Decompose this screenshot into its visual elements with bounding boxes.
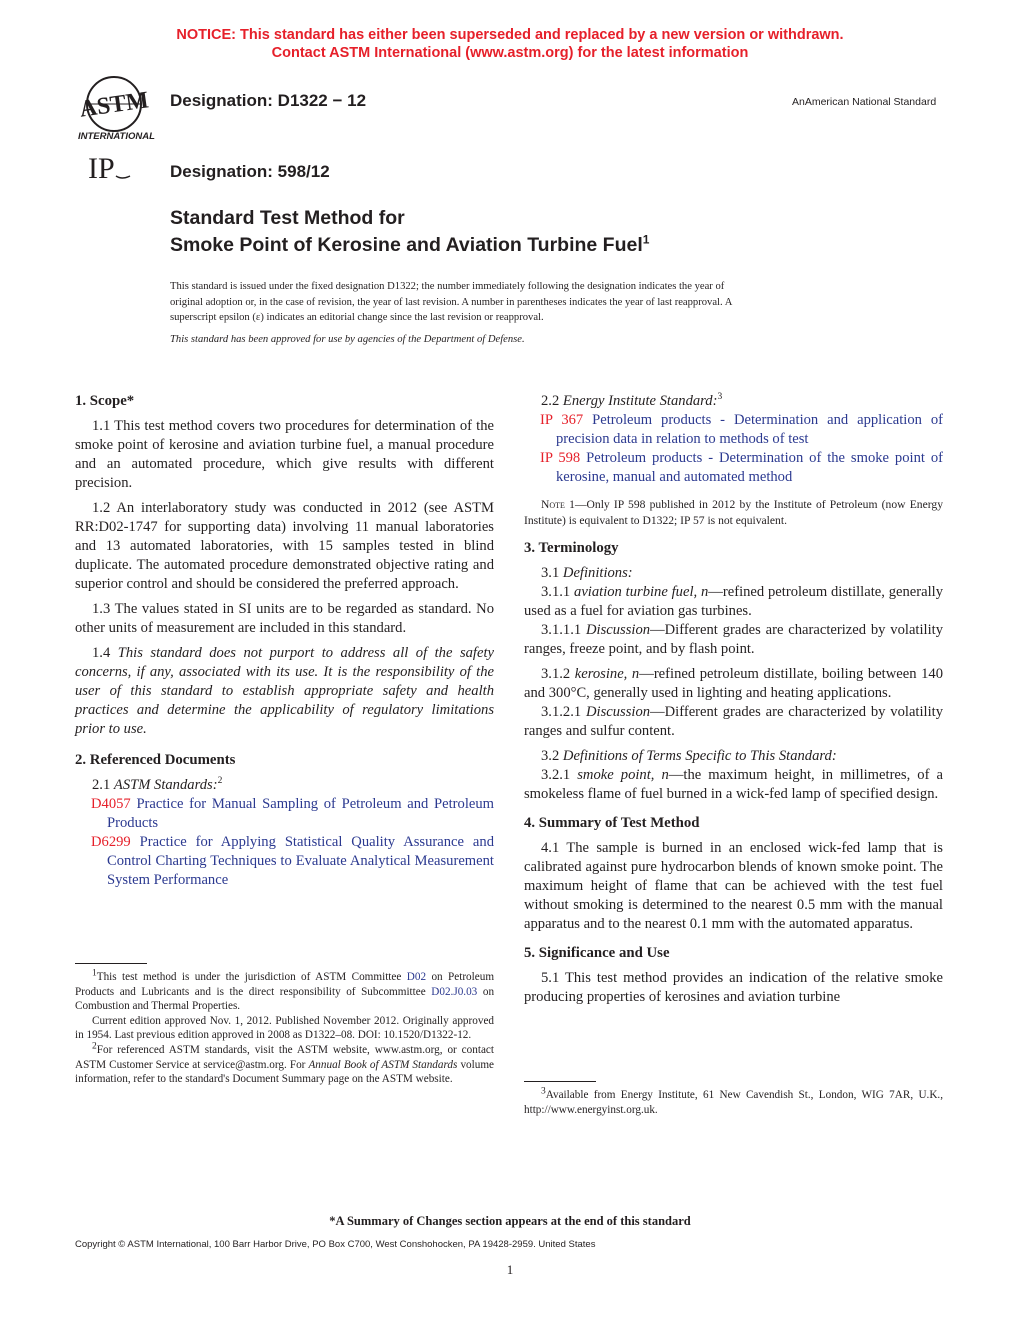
issuance-line-2: original adoption or, in the case of revision, the year of last revision. A number in parentheses indicates the year of last reapproval. A (170, 296, 733, 308)
para-3-1-1-text: —refined petroleum distillate, generally used as a fuel for aviation gas turbines. (524, 584, 944, 619)
footnote-1-current-edition: Current edition approved Nov. 1, 2012. Published November 2012. Originally approved in 1954. Last previous edition approved in 2008 as D1322–08. DOI: 10.1520/D1322-12. (75, 1014, 494, 1042)
para-3-2 (524, 747, 943, 766)
title-line-2-text: Smoke Point of Kerosine and Aviation Turbine Fuel (170, 234, 643, 256)
ref-d4057[interactable] (75, 795, 494, 833)
american-national-standard: AnAmerican National Standard (792, 96, 937, 108)
para-3-1 (524, 564, 943, 583)
scope-heading: 1. Scope* (75, 393, 135, 409)
para-3-1-2-1-term: Discussion (585, 704, 651, 720)
significance-heading: 5. Significance and Use (524, 945, 670, 961)
summary-of-changes-note: *A Summary of Changes section appears at the end of this standard (329, 1214, 691, 1228)
para-3-1-1-1-term: Discussion (585, 622, 651, 638)
footnote-mark-2: 2 (217, 776, 223, 787)
ref-d6299-title[interactable]: Practice for Applying Statistical Quality Assurance and Control Charting Techniques to Evaluate Analytical Measurement System Performance (107, 834, 494, 888)
page-number: 1 (506, 1262, 514, 1277)
footnote-2-text-b: volume information, refer to the standard's Document Summary page on the ASTM website. (75, 1058, 494, 1086)
footnote-3-text: Available from Energy Institute, 61 New Cavendish St., London, WIG 7AR, U.K., http://www.energyinst.org.uk. (524, 1089, 943, 1116)
astm-logo-international: INTERNATIONAL (78, 131, 155, 142)
para-1-3: 1.3 The values stated in SI units are to be regarded as standard. No other units of measurement are included in this standard. (75, 601, 494, 636)
footnote-3-mark: 3 (541, 1086, 546, 1097)
dod-approval: This standard has been approved for use by agencies of the Department of Defense. (170, 334, 525, 345)
issuance-line-1: This standard is issued under the fixed designation D1322; the number immediately following the designation indicates the year of (170, 281, 725, 292)
footnote-1-text-b: on Petroleum Products and Lubricants and is the direct responsibility of Subcommittee (75, 971, 495, 998)
ref-d4057-code[interactable]: D4057 (91, 796, 131, 812)
para-3-2-1-text: —the maximum height, in millimetres, of a smokeless flame of fuel burned in a wick-fed lamp of specified design. (524, 767, 943, 802)
para-3-1-1-num: 3.1.1 (541, 584, 571, 600)
para-3-1-text: Definitions: (562, 565, 633, 581)
para-3-1-2-1-num: 3.1.2.1 (541, 704, 582, 720)
ref-d6299-code[interactable]: D6299 (91, 834, 131, 850)
summary-heading: 4. Summary of Test Method (524, 815, 700, 831)
footnote-separator-left (75, 963, 147, 964)
footnote-2 (75, 1043, 494, 1087)
svg-text:ASTM: ASTM (77, 87, 151, 123)
withdrawn-notice (0, 26, 1020, 62)
ref-d6299[interactable] (75, 833, 494, 890)
para-2-1-num: 2.1 (92, 777, 111, 793)
footnote-2-italic: Annual Book of ASTM Standards (308, 1058, 458, 1071)
note-1 (524, 497, 943, 529)
para-3-2-1-term: smoke point, n (577, 767, 669, 783)
title-footnote-mark: 1 (642, 232, 650, 247)
para-3-1-1 (524, 583, 943, 621)
footnote-3 (524, 1088, 943, 1117)
footnote-1-text-c: on Combustion and Thermal Properties. (75, 985, 495, 1013)
ip-logo (86, 150, 136, 186)
para-3-1-2-num: 3.1.2 (541, 666, 571, 682)
para-3-2-1 (524, 766, 943, 804)
para-2-1-text: ASTM Standards: (113, 777, 218, 793)
ref-ip367-code[interactable]: IP 367 (540, 412, 584, 428)
para-3-1-num: 3.1 (541, 565, 560, 581)
para-3-2-text: Definitions of Terms Specific to This Standard: (562, 748, 837, 764)
para-3-1-1-term: aviation turbine fuel, n (574, 584, 709, 600)
para-5-1: 5.1 This test method provides an indication of the relative smoke producing properties of kerosines and aviation turbine (524, 970, 943, 1005)
refdocs-heading: 2. Referenced Documents (75, 752, 236, 768)
note-1-label: Note 1 (541, 498, 575, 511)
note-1-text: —Only IP 598 published in 2012 by the Institute of Petroleum (now Energy Institute) is equivalent to D1322; IP 57 is not equivalent. (524, 498, 943, 527)
para-1-4 (75, 644, 494, 739)
footnote-1-text-a: This test method is under the jurisdiction of ASTM Committee (96, 971, 402, 983)
ref-ip598-title[interactable]: Petroleum products - Determination of the smoke point of kerosine, manual and automated method (556, 450, 943, 485)
para-2-2-num: 2.2 (541, 393, 560, 409)
footnote-mark-3: 3 (717, 392, 723, 403)
para-1-1: 1.1 This test method covers two procedures for determination of the smoke point of kerosine and aviation turbine fuel, a manual procedure and an automated procedure, which give results with different precision. (75, 418, 494, 491)
footnotes-right (524, 1088, 943, 1117)
document-title (170, 205, 649, 259)
issuance-line-3: superscript epsilon (ε) indicates an editorial change since the last revision or reapproval. (170, 312, 544, 323)
para-3-1-2-1 (524, 703, 943, 741)
ref-ip598[interactable] (524, 449, 943, 487)
para-2-2-text: Energy Institute Standard: (562, 393, 718, 409)
footnote-separator-right (524, 1081, 596, 1082)
ip-designation: Designation: 598/12 (170, 162, 330, 181)
para-3-1-1-1 (524, 621, 943, 659)
title-line-2 (170, 232, 649, 259)
para-1-4-num: 1.4 (92, 645, 111, 661)
copyright: Copyright © ASTM International, 100 Barr Harbor Drive, PO Box C700, West Conshohocken, PA 19428-2959. United States (75, 1239, 596, 1250)
footnote-2-text-a: For referenced ASTM standards, visit the ASTM website, www.astm.org, or contact ASTM Customer Service at service@astm.org. For (75, 1043, 494, 1071)
para-3-1-1-1-text: —Different grades are characterized by volatility ranges, freeze point, and by flash point. (524, 622, 943, 657)
para-1-4-text: This standard does not purport to address all of the safety concerns, if any, associated with its use. It is the responsibility of the user of this standard to establish appropriate safety and health practices and determine the applicability of regulatory limitations prior to use. (75, 645, 494, 737)
footnote-2-mark: 2 (92, 1041, 97, 1052)
para-3-2-1-num: 3.2.1 (541, 767, 571, 783)
ref-ip367[interactable] (524, 411, 943, 449)
ref-ip367-title[interactable]: Petroleum products - Determination and application of precision data in relation to methods of test (556, 412, 943, 447)
para-3-1-2-text: —refined petroleum distillate, boiling between 140 and 300°C, generally used in lighting and heating applications. (524, 666, 943, 701)
para-4-1: 4.1 The sample is burned in an enclosed wick-fed lamp that is calibrated against pure hydrocarbon blends of known smoke point. The maximum height of flame that can be achieved with the test fuel without smoking is determined to the nearest 0.5 mm with the manual apparatus and to the nearest 0.1 mm with the automated apparatus. (524, 840, 943, 932)
title-line-1: Standard Test Method for (170, 207, 405, 229)
footnotes-left (75, 970, 494, 1087)
right-column (524, 392, 943, 1007)
notice-line-2: Contact ASTM International (www.astm.org) for the latest information (271, 45, 749, 61)
para-2-1 (75, 776, 494, 795)
para-1-2: 1.2 An interlaboratory study was conducted in 2012 (see ASTM RR:D02-1747 for supporting data) involving 11 manual laboratories and 13 automated laboratories, with 15 samples tested in blind duplicate. The automated procedure demonstrated objective rating and superior control and should be considered the preferred approach. (75, 500, 494, 592)
left-column (75, 392, 494, 890)
para-3-1-2 (524, 665, 943, 703)
terminology-heading: 3. Terminology (524, 540, 619, 556)
para-3-1-2-1-text: —Different grades are characterized by volatility ranges and sulfur content. (524, 704, 943, 739)
designation: Designation: D1322 − 12 (170, 91, 367, 110)
svg-text:IP: IP (88, 152, 115, 185)
para-2-2 (524, 392, 943, 411)
para-3-2-num: 3.2 (541, 748, 560, 764)
notice-line-1: NOTICE: This standard has either been superseded and replaced by a new version or withdrawn. (176, 27, 844, 43)
para-3-1-1-1-num: 3.1.1.1 (541, 622, 582, 638)
subcommittee-link[interactable]: D02.J0.03 (431, 985, 478, 998)
ref-ip598-code[interactable]: IP 598 (540, 450, 581, 466)
footnote-1 (75, 970, 494, 1014)
ref-d4057-title[interactable]: Practice for Manual Sampling of Petroleum and Petroleum Products (107, 796, 494, 831)
footnote-1-mark: 1 (92, 968, 97, 979)
para-3-1-2-term: kerosine, n (574, 666, 640, 682)
committee-d02-link[interactable]: D02 (406, 971, 427, 983)
issuance-statement (170, 279, 860, 326)
